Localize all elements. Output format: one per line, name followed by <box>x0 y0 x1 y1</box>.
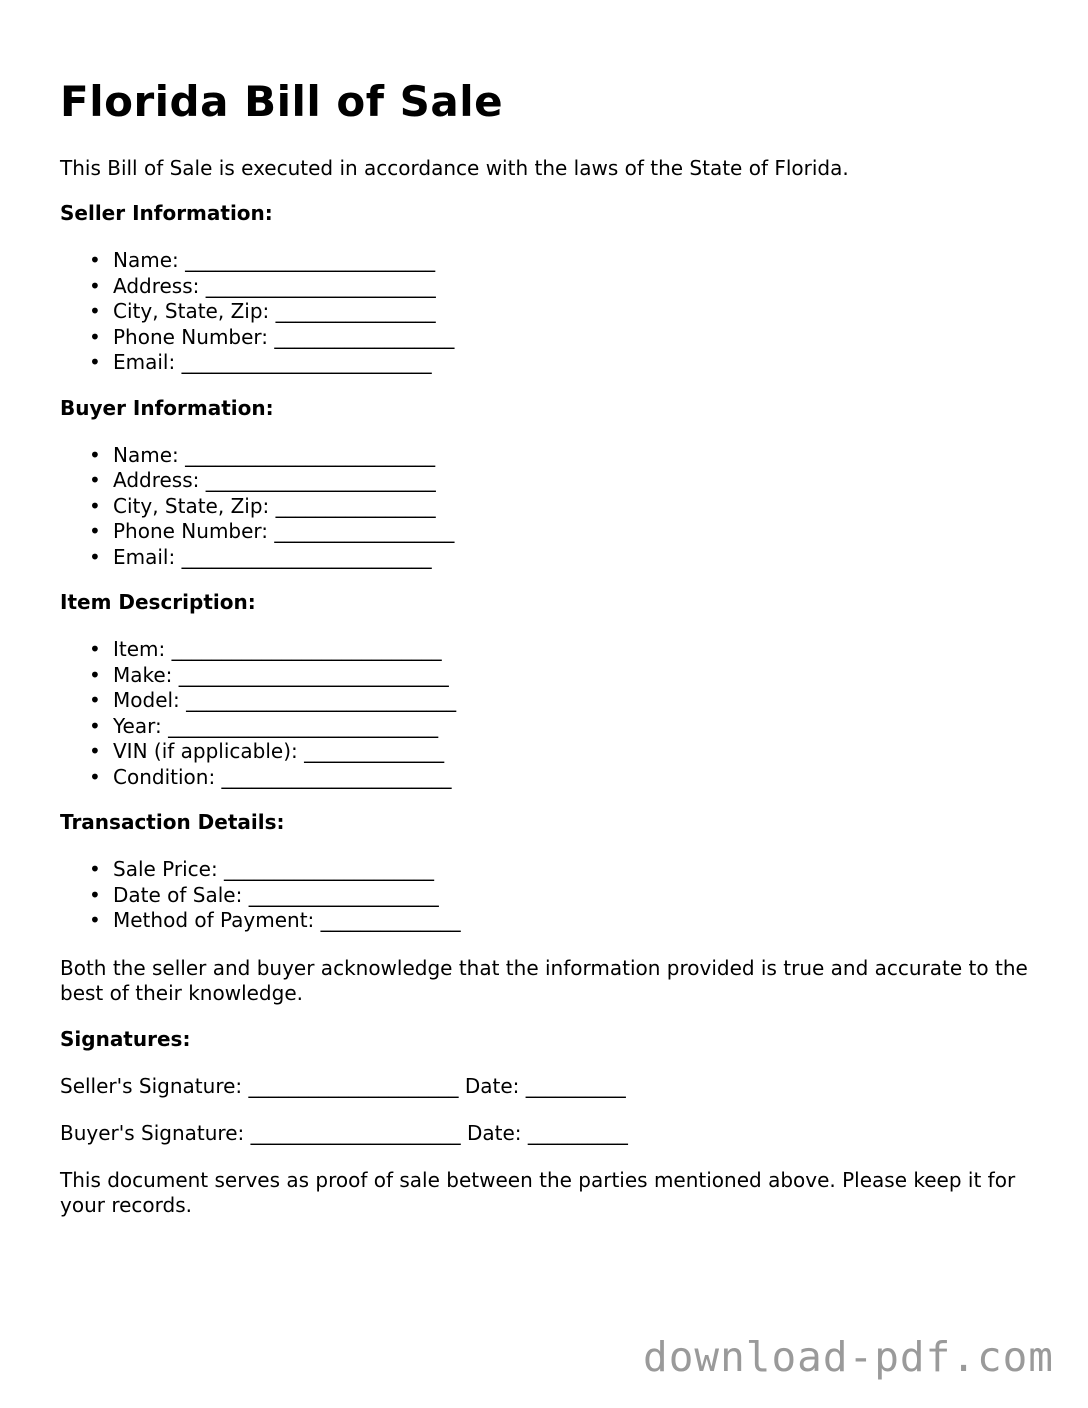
seller-city-state-zip-field: • City, State, Zip: ________________ <box>89 299 436 323</box>
bullet-icon: • <box>89 350 101 374</box>
make-field: • Make: ___________________________ <box>89 662 449 687</box>
seller-address-field: • Address: _______________________ <box>89 273 436 298</box>
bullet-icon: • <box>89 324 101 349</box>
year-field: • Year: ___________________________ <box>89 713 439 738</box>
condition-field: • Condition: _______________________ <box>89 764 452 789</box>
seller-name-field: • Name: _________________________ <box>89 248 436 272</box>
bullet-icon: • <box>89 857 101 881</box>
bullet-icon: • <box>89 544 101 569</box>
closing-paragraph: This document serves as proof of sale between the parties mentioned above. Please keep it for your records. <box>60 1167 1016 1217</box>
bullet-icon: • <box>89 637 101 661</box>
document-page <box>60 72 1040 1219</box>
buyer-email-field: • Email: _________________________ <box>89 544 432 569</box>
buyer-heading: Buyer Information: <box>60 395 274 420</box>
vin-field: • VIN (if applicable): ______________ <box>89 739 445 763</box>
bullet-icon: • <box>89 248 101 272</box>
date-of-sale-field: • Date of Sale: ___________________ <box>89 882 439 907</box>
bullet-icon: • <box>89 299 101 323</box>
intro-paragraph: This Bill of Sale is executed in accordance with the laws of the State of Florida. <box>60 156 849 180</box>
bullet-icon: • <box>89 662 101 687</box>
item-heading: Item Description: <box>60 590 256 614</box>
bullet-icon: • <box>89 739 101 763</box>
buyer-name-field: • Name: _________________________ <box>89 442 436 467</box>
seller-heading: Seller Information: <box>60 201 273 225</box>
transaction-field-list <box>60 857 1040 934</box>
buyer-phone-field: • Phone Number: __________________ <box>89 519 455 543</box>
document-title: Florida Bill of Sale <box>60 77 504 126</box>
payment-method-field: • Method of Payment: ______________ <box>89 908 461 932</box>
bullet-icon: • <box>89 519 101 543</box>
transaction-heading: Transaction Details: <box>60 810 285 834</box>
item-field: • Item: ___________________________ <box>89 637 442 661</box>
bullet-icon: • <box>89 273 101 298</box>
signatures-heading: Signatures: <box>60 1026 191 1051</box>
sale-price-field: • Sale Price: _____________________ <box>89 857 435 881</box>
buyer-city-state-zip-field: • City, State, Zip: ________________ <box>89 493 436 518</box>
seller-signature-line: Seller's Signature: _____________________ Date: __________ <box>60 1073 626 1098</box>
bullet-icon: • <box>89 764 101 789</box>
bullet-icon: • <box>89 713 101 738</box>
acknowledgement-paragraph: Both the seller and buyer acknowledge that the information provided is true and accurate to the best of their knowledge. <box>60 955 1028 1005</box>
watermark-text: download-pdf.com <box>643 1333 1054 1381</box>
bullet-icon: • <box>89 688 101 712</box>
model-field: • Model: ___________________________ <box>89 688 457 712</box>
bullet-icon: • <box>89 442 101 467</box>
bullet-icon: • <box>89 882 101 907</box>
bullet-icon: • <box>89 493 101 518</box>
seller-email-field: • Email: _________________________ <box>89 350 432 374</box>
item-field-list <box>60 637 1040 790</box>
buyer-address-field: • Address: _______________________ <box>89 468 436 492</box>
buyer-field-list <box>60 443 1040 571</box>
buyer-signature-line: Buyer's Signature: _____________________ Date: __________ <box>60 1120 628 1145</box>
bullet-icon: • <box>89 908 101 932</box>
seller-field-list <box>60 248 1040 376</box>
bullet-icon: • <box>89 468 101 492</box>
seller-phone-field: • Phone Number: __________________ <box>89 324 455 349</box>
